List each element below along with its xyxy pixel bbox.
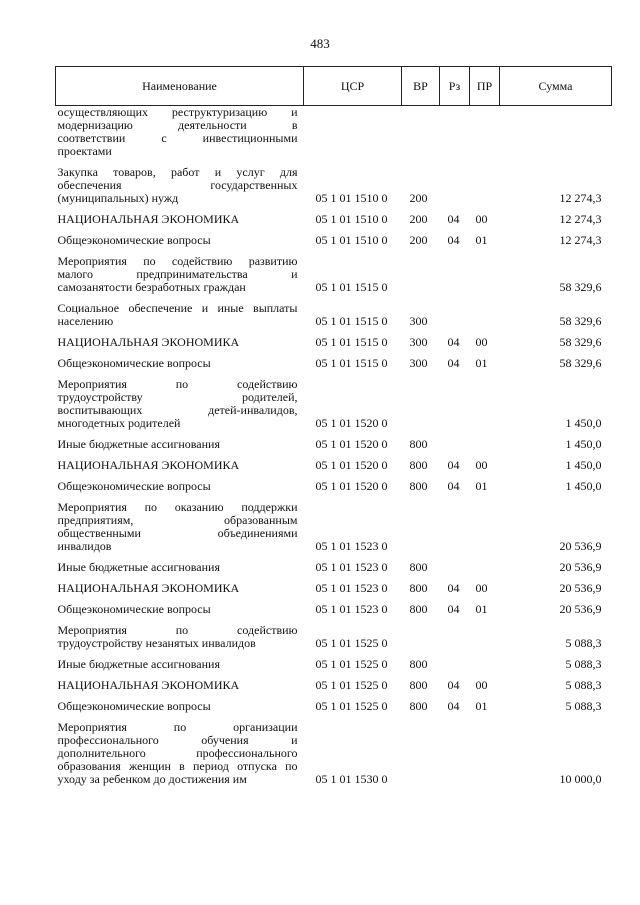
row-rz: 04 [447, 233, 460, 247]
table-row [56, 700, 612, 713]
row-name-line: проектами [57, 144, 112, 158]
row-name-line: дополнительного профессионального [57, 746, 298, 760]
row-csr: 05 1 01 1525 0 [315, 699, 388, 713]
row-name [56, 378, 304, 430]
table-row [56, 166, 612, 205]
row-name-line: НАЦИОНАЛЬНАЯ ЭКОНОМИКА [57, 335, 240, 349]
row-pr [470, 302, 500, 328]
row-sum: 12 274,3 [559, 191, 602, 205]
row-name [56, 700, 304, 713]
table-row [56, 336, 612, 349]
row-vr: 300 [409, 356, 428, 370]
row-name-line: Общеэкономические вопросы [57, 356, 211, 370]
row-csr: 05 1 01 1520 0 [315, 479, 388, 493]
row-csr: 05 1 01 1515 0 [315, 356, 388, 370]
table-body [56, 106, 612, 787]
header-name: Наименование [56, 67, 304, 106]
row-sum: 1 450,0 [565, 458, 602, 472]
table-row [56, 679, 612, 692]
table-row [56, 561, 612, 574]
row-sum: 5 088,3 [565, 657, 602, 671]
row-pr: 01 [475, 479, 488, 493]
row-sum: 1 450,0 [565, 416, 602, 430]
table-row [56, 480, 612, 493]
budget-table [55, 66, 612, 786]
row-pr: 00 [475, 212, 488, 226]
row-sum: 20 536,9 [559, 560, 602, 574]
row-rz: 04 [447, 458, 460, 472]
row-pr [470, 106, 500, 159]
row-pr [470, 255, 500, 294]
table-row [56, 255, 612, 294]
row-rz: 04 [447, 678, 460, 692]
row-csr: 05 1 01 1523 0 [315, 560, 388, 574]
row-sum: 58 329,6 [559, 314, 602, 328]
header-rz: Рз [440, 67, 470, 106]
row-rz [440, 378, 470, 430]
row-pr: 01 [475, 699, 488, 713]
row-vr: 800 [409, 458, 428, 472]
row-csr: 05 1 01 1525 0 [315, 678, 388, 692]
row-pr: 00 [475, 678, 488, 692]
row-rz: 04 [447, 581, 460, 595]
row-name-line: Иные бюджетные ассигнования [57, 657, 220, 671]
row-name-line: малого предпринимательства и [57, 267, 298, 281]
row-name [56, 106, 304, 159]
row-vr: 200 [409, 233, 428, 247]
row-csr: 05 1 01 1515 0 [315, 280, 388, 294]
row-csr: 05 1 01 1523 0 [315, 539, 388, 553]
row-name-line: Иные бюджетные ассигнования [57, 560, 220, 574]
row-name-line: НАЦИОНАЛЬНАЯ ЭКОНОМИКА [57, 458, 240, 472]
row-name [56, 721, 304, 786]
row-pr [470, 561, 500, 574]
row-csr: 05 1 01 1515 0 [315, 335, 388, 349]
row-name [56, 255, 304, 294]
row-csr: 05 1 01 1525 0 [315, 636, 388, 650]
row-sum: 12 274,3 [559, 212, 602, 226]
table-row [56, 603, 612, 616]
row-pr [470, 721, 500, 786]
table-row [56, 357, 612, 370]
row-vr: 800 [409, 657, 428, 671]
table-header [56, 67, 612, 106]
row-name-line: предприятиям, образованным [57, 513, 298, 527]
row-rz [440, 106, 470, 159]
row-name-line: Мероприятия по организации [57, 720, 298, 734]
row-pr: 01 [475, 233, 488, 247]
row-name-line: Закупка товаров, работ и услуг для [57, 165, 298, 179]
header-sum: Сумма [500, 67, 612, 106]
row-pr [470, 658, 500, 671]
row-rz [440, 658, 470, 671]
row-name [56, 480, 304, 493]
row-sum: 5 088,3 [565, 678, 602, 692]
row-vr [402, 501, 440, 553]
row-csr: 05 1 01 1520 0 [315, 458, 388, 472]
header-pr: ПР [470, 67, 500, 106]
row-name-line: воспитывающих детей-инвалидов, [57, 403, 298, 417]
row-name-line: трудоустройству родителей, [57, 390, 298, 404]
row-vr: 200 [409, 191, 428, 205]
row-name-line: уходу за ребенком до достижения им [57, 772, 247, 786]
row-rz [440, 255, 470, 294]
row-sum [500, 106, 612, 159]
row-name-line: модернизацию деятельности в [57, 118, 298, 132]
row-vr [402, 106, 440, 159]
header-csr: ЦСР [304, 67, 402, 106]
row-name [56, 302, 304, 328]
row-name-line: профессионального обучения и [57, 733, 298, 747]
row-sum: 58 329,6 [559, 280, 602, 294]
table-row [56, 658, 612, 671]
row-rz [440, 561, 470, 574]
row-sum: 1 450,0 [565, 479, 602, 493]
row-name [56, 336, 304, 349]
table-row [56, 106, 612, 159]
row-name-line: общественными объединениями [57, 526, 298, 540]
table-row [56, 234, 612, 247]
row-name-line: Общеэкономические вопросы [57, 233, 211, 247]
row-rz: 04 [447, 335, 460, 349]
row-csr: 05 1 01 1523 0 [315, 581, 388, 595]
row-vr: 200 [409, 212, 428, 226]
row-pr: 00 [475, 335, 488, 349]
row-csr: 05 1 01 1523 0 [315, 602, 388, 616]
row-name-line: соответствии с инвестиционными [57, 131, 298, 145]
row-name-line: образования женщин в период отпуска по [57, 759, 298, 773]
row-name-line: населению [57, 314, 114, 328]
row-pr [470, 166, 500, 205]
table-row [56, 213, 612, 226]
row-pr: 00 [475, 581, 488, 595]
row-vr: 300 [409, 335, 428, 349]
row-rz [440, 438, 470, 451]
table-row [56, 302, 612, 328]
row-name [56, 658, 304, 671]
row-name [56, 234, 304, 247]
page-number: 483 [310, 36, 330, 51]
row-name-line: многодетных родителей [57, 416, 181, 430]
row-name [56, 679, 304, 692]
row-sum: 20 536,9 [559, 602, 602, 616]
row-vr [402, 255, 440, 294]
row-name-line: (муниципальных) нужд [57, 191, 179, 205]
row-name [56, 166, 304, 205]
row-name [56, 438, 304, 451]
row-sum: 58 329,6 [559, 335, 602, 349]
row-vr: 800 [409, 602, 428, 616]
row-name-line: Общеэкономические вопросы [57, 479, 211, 493]
table-row [56, 459, 612, 472]
row-pr [470, 378, 500, 430]
row-pr [470, 438, 500, 451]
row-csr: 05 1 01 1520 0 [315, 416, 388, 430]
row-name-line: Мероприятия по оказанию поддержки [57, 500, 298, 514]
row-pr: 01 [475, 602, 488, 616]
row-rz [440, 302, 470, 328]
table-row [56, 721, 612, 786]
row-vr: 800 [409, 479, 428, 493]
row-rz [440, 624, 470, 650]
row-csr [304, 106, 402, 159]
row-name-line: Иные бюджетные ассигнования [57, 437, 220, 451]
row-name [56, 603, 304, 616]
row-vr: 800 [409, 699, 428, 713]
row-name-line: трудоустройству незанятых инвалидов [57, 636, 256, 650]
row-vr [402, 721, 440, 786]
row-name-line: осуществляющих реструктуризацию и [57, 105, 298, 119]
row-name [56, 357, 304, 370]
row-name [56, 459, 304, 472]
row-sum: 10 000,0 [559, 772, 602, 786]
row-vr: 800 [409, 678, 428, 692]
row-name [56, 561, 304, 574]
row-pr: 01 [475, 356, 488, 370]
row-sum: 12 274,3 [559, 233, 602, 247]
row-sum: 5 088,3 [565, 699, 602, 713]
row-name [56, 501, 304, 553]
table-row [56, 378, 612, 430]
row-rz [440, 166, 470, 205]
row-csr: 05 1 01 1525 0 [315, 657, 388, 671]
row-name-line: Социальное обеспечение и иные выплаты [57, 301, 298, 315]
row-csr: 05 1 01 1510 0 [315, 212, 388, 226]
row-sum: 58 329,6 [559, 356, 602, 370]
row-csr: 05 1 01 1530 0 [315, 772, 388, 786]
row-name-line: Общеэкономические вопросы [57, 699, 211, 713]
row-name-line: Мероприятия по содействию [57, 623, 298, 637]
row-vr [402, 378, 440, 430]
row-csr: 05 1 01 1520 0 [315, 437, 388, 451]
row-rz: 04 [447, 479, 460, 493]
row-vr [402, 624, 440, 650]
table-row [56, 501, 612, 553]
row-name-line: НАЦИОНАЛЬНАЯ ЭКОНОМИКА [57, 678, 240, 692]
row-csr: 05 1 01 1510 0 [315, 191, 388, 205]
table-row [56, 438, 612, 451]
row-vr: 800 [409, 560, 428, 574]
row-pr [470, 624, 500, 650]
row-sum: 20 536,9 [559, 539, 602, 553]
row-rz: 04 [447, 356, 460, 370]
row-rz: 04 [447, 602, 460, 616]
row-rz: 04 [447, 212, 460, 226]
row-name-line: самозанятости безработных граждан [57, 280, 246, 294]
row-vr: 300 [409, 314, 428, 328]
row-rz: 04 [447, 699, 460, 713]
row-name-line: НАЦИОНАЛЬНАЯ ЭКОНОМИКА [57, 212, 240, 226]
table-row [56, 624, 612, 650]
row-name-line: инвалидов [57, 539, 112, 553]
row-sum: 1 450,0 [565, 437, 602, 451]
row-name [56, 213, 304, 226]
row-rz [440, 501, 470, 553]
row-sum: 5 088,3 [565, 636, 602, 650]
row-name [56, 582, 304, 595]
row-name [56, 624, 304, 650]
row-vr: 800 [409, 581, 428, 595]
row-name-line: НАЦИОНАЛЬНАЯ ЭКОНОМИКА [57, 581, 240, 595]
row-pr: 00 [475, 458, 488, 472]
row-sum: 20 536,9 [559, 581, 602, 595]
row-name-line: обеспечения государственных [57, 178, 298, 192]
table-row [56, 582, 612, 595]
row-name-line: Мероприятия по содействию [57, 377, 298, 391]
row-name-line: Мероприятия по содействию развитию [57, 254, 298, 268]
header-vr: ВР [402, 67, 440, 106]
row-csr: 05 1 01 1510 0 [315, 233, 388, 247]
row-name-line: Общеэкономические вопросы [57, 602, 211, 616]
row-pr [470, 501, 500, 553]
row-csr: 05 1 01 1515 0 [315, 314, 388, 328]
row-vr: 800 [409, 437, 428, 451]
row-rz [440, 721, 470, 786]
